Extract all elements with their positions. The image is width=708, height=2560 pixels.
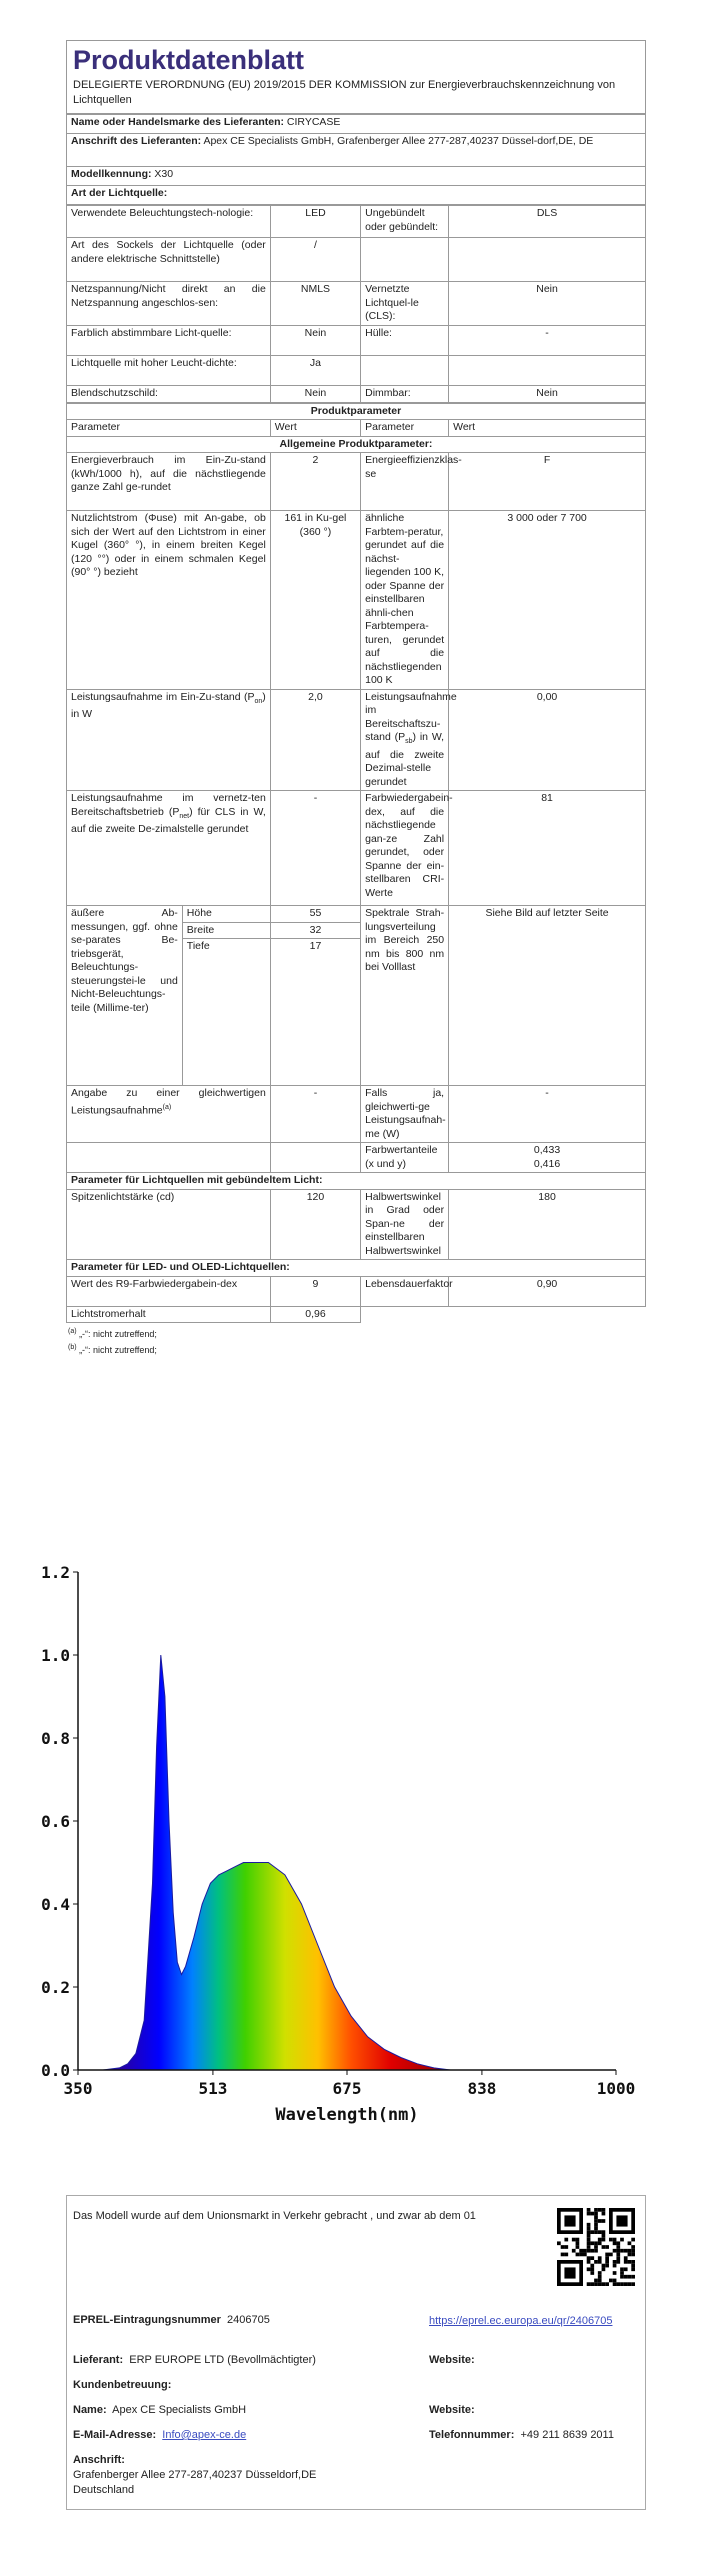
spectral-value: Siehe Bild auf letzter Seite [449, 906, 646, 1086]
bundled-label: Ungebündelt oder gebündelt: [361, 206, 449, 238]
r9-value: 9 [270, 1276, 360, 1306]
dimensions-label: äußere Ab-messungen, ggf. ohne se-parates Be-triebsgerät, Beleuchtungs-steuerungstei-le und Nicht-Beleuchtungs-teile (Millime-ter) [67, 906, 183, 1086]
width-label: Breite [182, 922, 270, 939]
spectral-label: Spektrale Strah-lungsverteilung im Bereich 250 nm bis 800 nm bei Volllast [361, 906, 449, 1086]
dimmable-label: Dimmbar: [361, 386, 449, 403]
glare-label: Blendschutzschild: [67, 386, 271, 403]
footnote-b: $^{(b)}$ „-“: nicht zutreffend; [68, 1344, 157, 1356]
qr-code-icon[interactable] [557, 2208, 635, 2286]
col-header-parameter: Parameter [361, 420, 449, 437]
x-tick-label: 1000 [596, 2079, 636, 2098]
page-title: Produktdatenblatt [66, 40, 646, 76]
info-box [66, 2195, 646, 2510]
phone-row: Telefonnummer: +49 211 8639 2011 [429, 2429, 614, 2441]
energy-consumption-value: 2 [270, 453, 360, 511]
supplier-table [66, 114, 646, 205]
luminous-flux-value: 161 in Ku-gel (360 °) [270, 511, 360, 690]
x-tick-label: 513 [198, 2079, 228, 2098]
width-value: 32 [270, 922, 360, 939]
empty-cell [449, 238, 646, 282]
lumen-maintenance-label: Lichtstromerhalt [67, 1306, 271, 1323]
light-type-label: Art der Lichtquelle: [71, 187, 168, 199]
y-tick-label: 0.6 [41, 1812, 70, 1831]
tunable-value: Nein [270, 326, 360, 356]
col-header-parameter: Parameter [67, 420, 271, 437]
depth-value: 17 [270, 939, 360, 1086]
beam-angle-label: Halbwertswinkel in Grad oder Span-ne der einstellbaren Halbwertswinkel [361, 1189, 449, 1260]
spectrum-fill [78, 1655, 616, 2070]
socket-value: / [270, 238, 360, 282]
lumen-maintenance-value: 0,96 [270, 1306, 360, 1323]
cls-value: Nein [449, 282, 646, 326]
col-header-value: Wert [270, 420, 360, 437]
chromaticity-label: Farbwertanteile (x und y) [361, 1143, 449, 1173]
section-general-params: Allgemeine Produktparameter: [67, 436, 646, 453]
high-luminance-label: Lichtquelle mit hoher Leucht-dichte: [67, 356, 271, 386]
y-tick-label: 0.4 [41, 1895, 70, 1914]
website-label: Website: [429, 2354, 475, 2366]
equivalent-power-label: Angabe zu einer gleichwertigen Leistungsaufnahme$^{(a)}$ [67, 1086, 271, 1143]
model-value: X30 [154, 168, 174, 180]
cri-value: 81 [449, 791, 646, 906]
x-tick-label: 838 [467, 2079, 497, 2098]
footnote-a: $^{(a)}$ „-“: nicht zutreffend; [68, 1328, 157, 1340]
envelope-value: - [449, 326, 646, 356]
r9-label: Wert des R9-Farbwiedergabein-dex [67, 1276, 271, 1306]
address-value: Grafenberger Allee 277-287,40237 Düsseldorf,DE [73, 2469, 317, 2481]
supplier-row: Lieferant: ERP EUROPE LTD (Bevollmächtigter) [73, 2354, 316, 2366]
equivalent-power-w-label: Falls ja, gleichwerti-ge Leistungsaufnah-me (W) [361, 1086, 449, 1143]
y-tick-label: 1.2 [41, 1563, 70, 1582]
section-led-params: Parameter für LED- und OLED-Lichtquellen: [67, 1260, 646, 1277]
x-axis-label: Wavelength(nm) [275, 2105, 419, 2125]
dimmable-value: Nein [449, 386, 646, 403]
cri-label: Farbwiedergabein-dex, auf die nächstliegende gan-ze Zahl gerundet, oder Spanne der ein-stellbaren CRI-Werte [361, 791, 449, 906]
standby-power-value: 0,00 [449, 689, 646, 791]
col-header-value: Wert [449, 420, 646, 437]
model-label: Modellkennung: [71, 168, 152, 180]
empty-cell [449, 356, 646, 386]
product-params-table [66, 403, 646, 1324]
empty-cell [67, 1143, 271, 1173]
regulation-subtitle: DELEGIERTE VERORDNUNG (EU) 2019/2015 DER KOMMISSION zur Energieverbrauchskennzeichnung von Lichtquellen [66, 76, 646, 114]
mains-label: Netzspannung/Nicht direkt an die Netzspannung angeschlos-sen: [67, 282, 271, 326]
empty-cell [361, 356, 449, 386]
country-value: Deutschland [73, 2484, 135, 2496]
energy-class-value: F [449, 453, 646, 511]
supplier-address-label: Anschrift des Lieferanten: [71, 135, 202, 147]
y-tick-label: 0.0 [41, 2061, 70, 2080]
supplier-address-value: Apex CE Specialists GmbH, Grafenberger Allee 277-287,40237 Düssel-dorf,DE, DE [203, 135, 594, 147]
equivalent-power-w-value: - [449, 1086, 646, 1143]
empty-cell [361, 1306, 646, 1323]
on-mode-power-value: 2,0 [270, 689, 360, 791]
contact-name-row: Name: Apex CE Specialists GmbH [73, 2404, 247, 2416]
height-value: 55 [270, 906, 360, 923]
mains-value: NMLS [270, 282, 360, 326]
standby-power-label: Leistungsaufnahme im Bereitschaftszu-stand $(P_{sb})$ in W, auf die zweite Dezimal-stelle gerundet [361, 689, 449, 791]
y-tick-label: 0.8 [41, 1729, 70, 1748]
beam-angle-value: 180 [449, 1189, 646, 1260]
customer-service-label: Kundenbetreuung: [73, 2379, 172, 2391]
height-label: Höhe [182, 906, 270, 923]
spectrum-chart [41, 1540, 646, 2140]
chromaticity-value: 0,433 0,416 [449, 1143, 646, 1173]
lifetime-factor-value: 0,90 [449, 1276, 646, 1306]
envelope-label: Hülle: [361, 326, 449, 356]
equivalent-power-value: - [270, 1086, 360, 1143]
depth-label: Tiefe [182, 939, 270, 1086]
email-link[interactable]: Info@apex-ce.de [162, 2429, 247, 2441]
eprel-link[interactable]: https://eprel.ec.europa.eu/qr/2406705 [429, 2315, 613, 2327]
footnotes [66, 1323, 646, 1357]
peak-intensity-label: Spitzenlichtstärke (cd) [67, 1189, 271, 1260]
section-bundled-params: Parameter für Lichtquellen mit gebündeltem Licht: [67, 1173, 646, 1190]
supplier-name-label: Name oder Handelsmarke des Lieferanten: [71, 116, 284, 128]
datasheet [66, 40, 646, 1357]
eprel-row: EPREL-Eintragungsnummer 2406705 [73, 2314, 270, 2326]
on-mode-power-label: Leistungsaufnahme im Ein-Zu-stand $(P_{on})$ in W [67, 689, 271, 791]
color-temp-value: 3 000 oder 7 700 [449, 511, 646, 690]
x-tick-label: 350 [63, 2079, 93, 2098]
empty-cell [270, 1143, 360, 1173]
y-tick-label: 1.0 [41, 1646, 70, 1665]
socket-label: Art des Sockels der Lichtquelle (oder andere elektrische Schnittstelle) [67, 238, 271, 282]
email-row: E-Mail-Adresse: Info@apex-ce.de [73, 2429, 247, 2441]
energy-class-label: Energieeffizienzklas-se [361, 453, 449, 511]
tech-value: LED [270, 206, 360, 238]
lifetime-factor-label: Lebensdauerfaktor [361, 1276, 449, 1306]
empty-cell [361, 238, 449, 282]
y-tick-label: 0.2 [41, 1978, 70, 1997]
market-date-text: Das Modell wurde auf dem Unionsmarkt in Verkehr gebracht , und zwar ab dem 01 [73, 2210, 476, 2222]
light-type-table [66, 205, 646, 403]
tech-label: Verwendete Beleuchtungstech-nologie: [67, 206, 271, 238]
luminous-flux-label: Nutzlichtstrom (Φuse) mit An-gabe, ob sich der Wert auf den Lichtstrom in einer Kugel (360° °), in einem breiten Kegel (120 °°) oder in einem schmalen Kegel (90° °) bezieht [67, 511, 271, 690]
x-tick-label: 675 [332, 2079, 362, 2098]
color-temp-label: ähnliche Farbtem-peratur, gerundet auf die nächst-liegenden 100 K, oder Spanne der einstellbaren ähnli-chen Farbtempera-turen, gerundet auf die nächstliegenden 100 K [361, 511, 449, 690]
tunable-label: Farblich abstimmbare Licht-quelle: [67, 326, 271, 356]
bundled-value: DLS [449, 206, 646, 238]
energy-consumption-label: Energieverbrauch im Ein-Zu-stand (kWh/1000 h), auf die nächstliegende ganze Zahl ge-rundet [67, 453, 271, 511]
section-product-params: Produktparameter [67, 403, 646, 420]
website-label-2: Website: [429, 2404, 475, 2416]
supplier-name-value: CIRYCASE [286, 116, 341, 128]
glare-value: Nein [270, 386, 360, 403]
peak-intensity-value: 120 [270, 1189, 360, 1260]
high-luminance-value: Ja [270, 356, 360, 386]
cls-label: Vernetzte Lichtquel-le (CLS): [361, 282, 449, 326]
address-label: Anschrift: [73, 2454, 125, 2466]
networked-standby-label: Leistungsaufnahme im vernetz-ten Bereitschaftsbetrieb $(P_{net})$ für CLS in W, auf die zweite De-zimalstelle gerundet [67, 791, 271, 906]
networked-standby-value: - [270, 791, 360, 906]
